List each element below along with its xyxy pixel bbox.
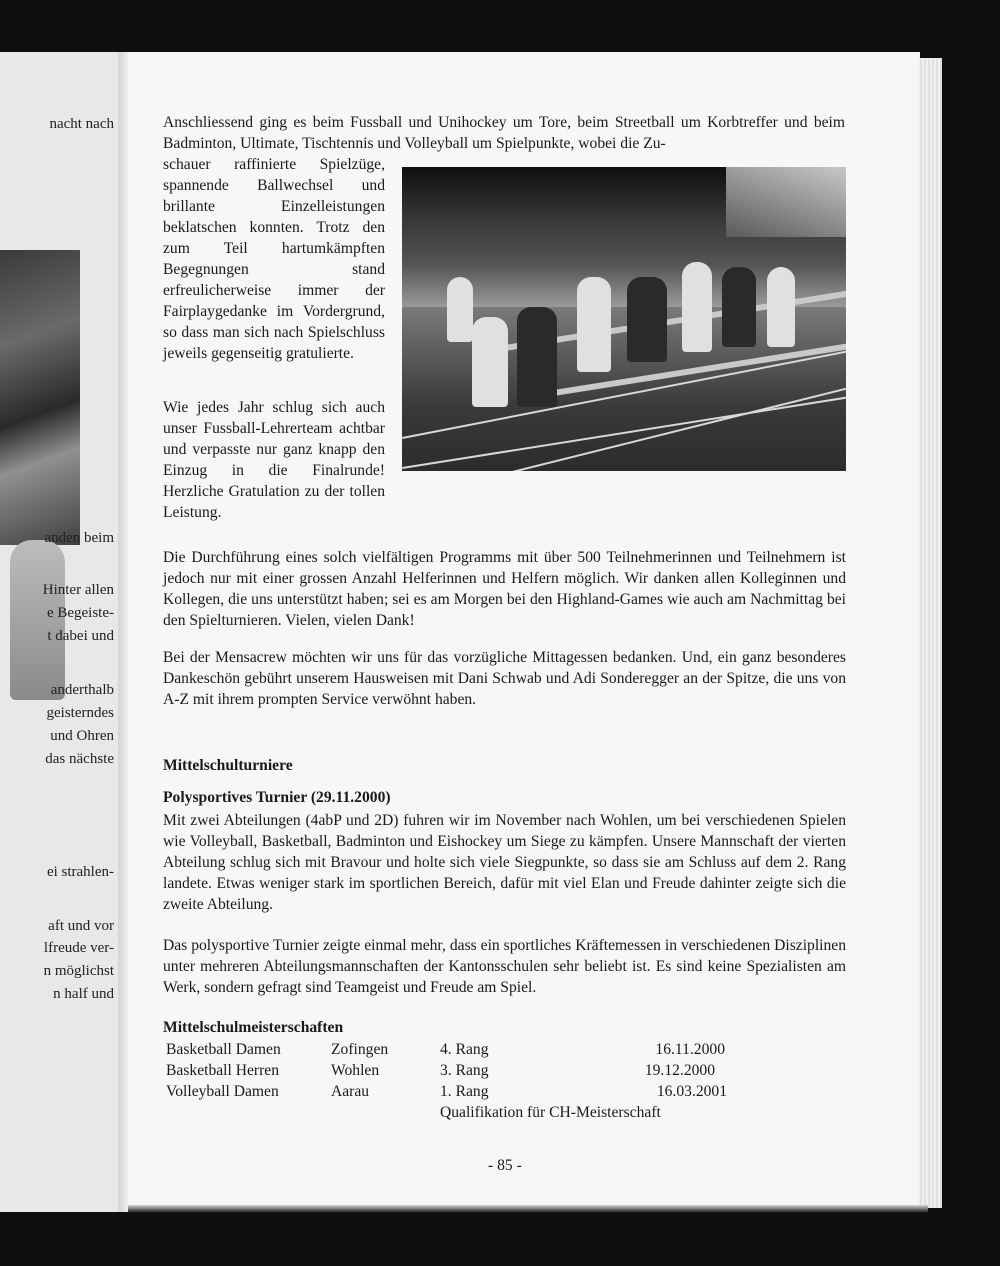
left-text-fragment: geisterndes [46,705,114,721]
result-rank: 4. Rang [440,1041,489,1058]
result-date: 16.11.2000 [655,1041,725,1058]
left-text-fragment: ei strahlen- [46,864,114,880]
left-text-fragment: n möglichst [43,963,114,979]
result-sport: Volleyball Damen [166,1083,279,1100]
paragraph-intro: Anschliessend ging es beim Fussball und Unihockey um Tore, beim Streetball um Korbtreffer und beim Badminton, Ultimate, Tischtennis und Volleyball um Spielpunkte, wobei die Zu- [163,114,845,152]
left-text-fragment: e Begeiste- [46,605,114,621]
page-edge [918,58,942,1208]
results-table [163,1039,763,1102]
left-text-fragment: n half und [53,986,114,1002]
left-text-fragment: das nächste [45,751,114,767]
result-date: 19.12.2000 [644,1062,715,1079]
paragraph-teacher-team: Wie jedes Jahr schlug sich auch unser Fussball-Lehrerteam achtbar und verpasste nur ganz knapp den Einzug in die Finalrunde! Herzliche Gratulation zu der tollen Leistung. [163,399,385,521]
left-text-fragment: anden beim [44,530,114,546]
result-place: Zofingen [331,1041,389,1058]
paragraph-turnier-summary: Das polysportive Turnier zeigte einmal mehr, dass ein sportliches Kräftemessen in verschiedenen Disziplinen unter mehreren Abteilungsmannschaften der Kantonsschulen sehr beliebt ist. Es sind keine Spezialisten am Werk, sondern gefragt sind Teamgeist und Freude am Spiel. [163,937,846,996]
paragraph-intro-continued: schauer raffinierte Spielzüge, spannende Ballwechsel und brillante Einzelleistungen beklatschen konnten. Trotz den zum Teil hartumkämpften Begegnungen stand erfreulicherweise immer der Fairplaygedanke im Vordergrund, so dass man sich nach Spielschluss jeweils gegenseitig gratulierte. [163,156,385,362]
left-text-fragment: t dabei und [47,628,114,644]
left-page-photo [0,250,80,545]
page-shadow [128,1205,928,1213]
results-row [163,1081,763,1102]
heading-mittelschulmeisterschaften: Mittelschulmeisterschaften [163,1019,344,1036]
results-row [163,1039,763,1060]
left-page [0,52,126,1212]
result-date: 16.03.2001 [656,1083,727,1100]
left-text-fragment: lfreude ver- [43,940,114,956]
qualification-note: Qualifikation für CH-Meisterschaft [440,1104,661,1121]
result-sport: Basketball Damen [166,1041,281,1058]
result-place: Aarau [331,1083,370,1100]
result-sport: Basketball Herren [166,1062,280,1079]
page-number: - 85 - [488,1157,522,1174]
left-text-fragment: aft und vor [48,918,114,934]
left-text-fragment: Hinter allen [42,582,114,598]
sports-photo [402,167,846,471]
heading-mittelschulturniere: Mittelschulturniere [163,757,293,774]
paragraph-mensacrew: Bei der Mensacrew möchten wir uns für das vorzügliche Mittagessen bedanken. Und, ein ganz besonderes Dankeschön gebührt unserem Hausweisen mit Dani Schwab und Adi Sonderegger an der Spitze, die uns von A-Z mit ihrem prompten Service verwöhnt haben. [163,649,846,708]
result-place: Wohlen [331,1062,380,1079]
results-row [163,1060,763,1081]
result-rank: 3. Rang [440,1062,489,1079]
paragraph-helpers: Die Durchführung eines solch vielfältigen Programms mit über 500 Teilnehmerinnen und Teilnehmern ist jedoch nur mit einer grossen Anzahl Helferinnen und Helfern möglich. Wir danken allen Kolleginnen und Kollegen, die uns unterstützt haben; sei es am Morgen bei den Highland-Games wie auch am Nachmittag bei den Spielturnieren. Vielen, vielen Dank! [163,549,846,629]
result-rank: 1. Rang [440,1083,489,1100]
paragraph-turnier-report: Mit zwei Abteilungen (4abP und 2D) fuhren wir im November nach Wohlen, um bei verschiedenen Spielen wie Volleyball, Basketball, Badminton und Eishockey um Siege zu kämpfen. Unsere Mannschaft der vierten Abteilung schlug sich mit Bravour und holte sich viele Siegpunkte, so dass sie am Schluss auf dem 2. Rang landete. Etwas weniger stark im sportlichen Bereich, dafür mit viel Elan und Freude dahinter zeigte sich die zweite Abteilung. [163,812,846,913]
heading-polysportives-turnier: Polysportives Turnier (29.11.2000) [163,789,391,806]
left-text-fragment: nacht nach [49,116,114,132]
left-text-fragment: und Ohren [50,728,114,744]
left-text-fragment: anderthalb [50,682,114,698]
